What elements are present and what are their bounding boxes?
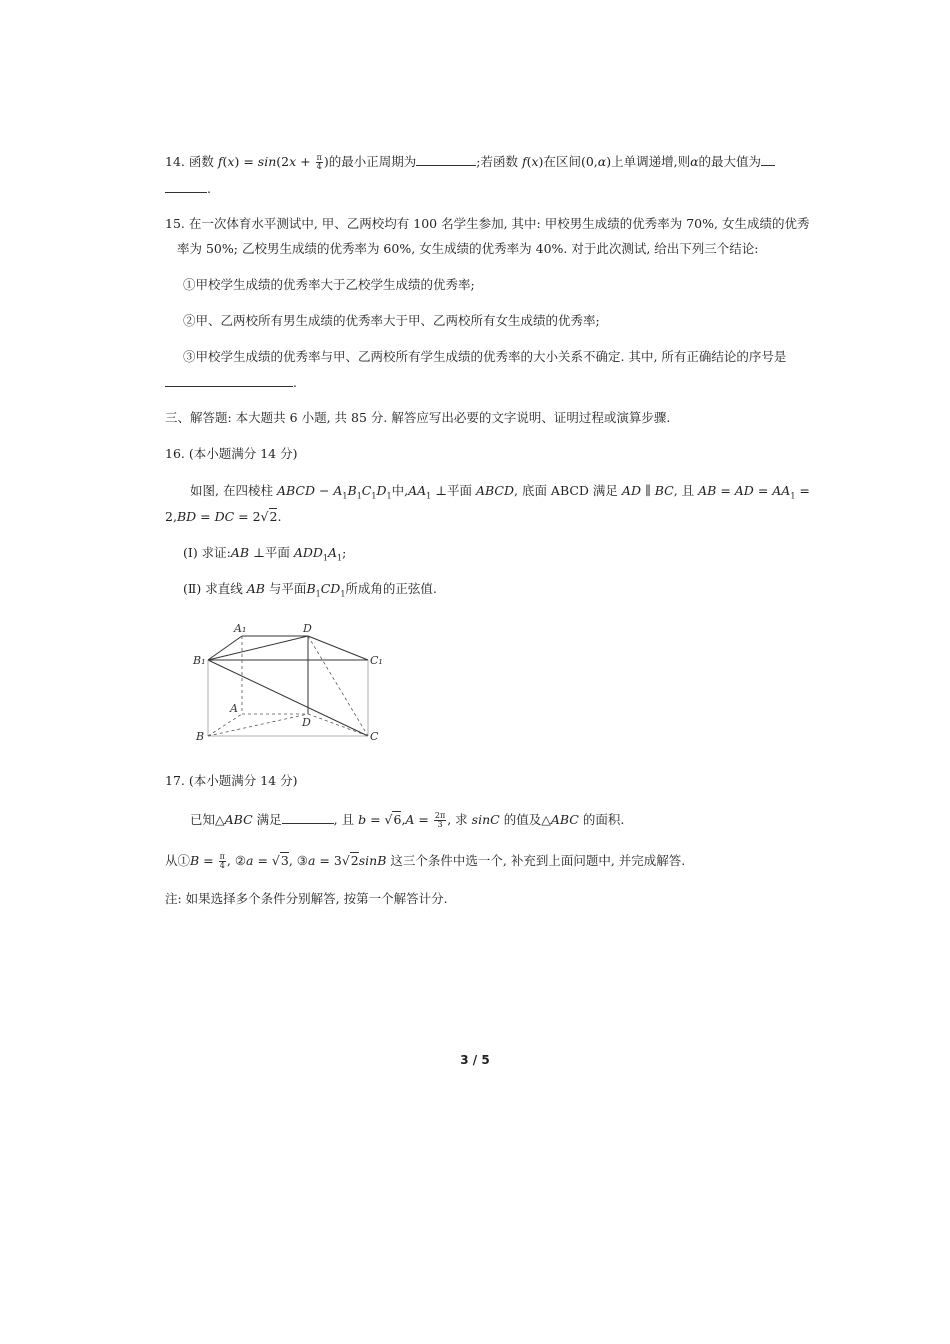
page-number: 3 / 5 (460, 1053, 490, 1067)
q15-item3: ③甲校学生成绩的优秀率与甲、乙两校所有学生成绩的优秀率的大小关系不确定. 其中, 所有正确结论的序号是 (183, 349, 787, 364)
q15-item1: ①甲校学生成绩的优秀率大于乙校学生成绩的优秀率; (183, 277, 475, 292)
q14-text: 上单调递增,则 (611, 154, 691, 169)
q14-function: f (217, 154, 223, 169)
q17-text: , 且 (333, 812, 355, 827)
q16-text: 与平面 (268, 581, 307, 596)
section-3-heading: 三、解答题: 本大题共 6 小题, 共 85 分. 解答应写出必要的文字说明、证明过程或演算步骤. (165, 410, 671, 425)
q17-text: 从① (165, 853, 191, 868)
edge-b1-c (208, 660, 368, 736)
q17-fraction-b: $\frac{\pi}{4}$ (219, 852, 225, 870)
q15-answer-line: . (165, 374, 297, 391)
q17-line1: 已知△ABC 满足 , 且 b = √6,A = $\frac{2\pi}{3}$ , 求 sinC 的值及△ABC 的面积. (190, 811, 625, 829)
q14-text: 函数 (188, 154, 214, 169)
q17-text: 满足 (256, 812, 282, 827)
q14-blank-1 (416, 153, 476, 166)
q14-text: 的最小正周期为 (328, 154, 417, 169)
q14-text: 的最大值为 (698, 154, 762, 169)
label-d: D (302, 716, 311, 729)
q17-text: 这三个条件中选一个, 补充到上面问题中, 并完成解答. (390, 853, 686, 868)
q17-text: , ③ (288, 853, 308, 868)
q15-blank (165, 374, 293, 387)
q14-blank-2 (761, 153, 775, 166)
q16-text: ⊥平面 (253, 545, 290, 560)
q16-intro-line1: 如图, 在四棱柱 ABCD − $A_1B_1C_1D_1$中$,AA_1$ ⊥平面 ABCD, 底面 ABCD 满足 AD ∥ BC, 且 AB = AD = $AA_1$ = (190, 483, 810, 501)
q15-line2: 率为 50%; 乙校男生成绩的优秀率为 60%, 女生成绩的优秀率为 40%. 对于此次测试, 给出下列三个结论: (177, 241, 759, 256)
q14-line1: 14. 函数 f(x) = sin(2x + $\frac{\pi}{4}$ )的最小正周期为 ;若函数 f(x)在区间(0,α)上单调递增,则α的最大值为 (165, 153, 775, 171)
q17-text: 的值及△ (503, 812, 551, 827)
q16-part1-label: (Ⅰ) 求证: (183, 545, 231, 560)
q16-part2: (Ⅱ) 求直线 AB 与平面$B_1CD_1$所成角的正弦值. (183, 581, 437, 599)
q16-text: 中, (391, 483, 409, 498)
label-b: B (196, 730, 205, 743)
q14-number: 14. (165, 154, 185, 169)
q14-blank-2-cont (165, 180, 207, 193)
label-d1: D (303, 622, 312, 635)
label-c: C (370, 730, 379, 743)
q16-text: 所成角的正弦值. (345, 581, 437, 596)
q16-text: , 底面 ABCD 满足 (514, 483, 618, 498)
q16-text: ⊥平面 (435, 483, 472, 498)
q15-line1: 15. 在一次体育水平测试中, 甲、乙两校均有 100 名学生参加, 其中: 甲校男生成绩的优秀率为 70%, 女生成绩的优秀 (165, 216, 810, 231)
q17-fraction: $\frac{2\pi}{3}$ (434, 811, 446, 829)
prism-figure (190, 618, 390, 748)
q17-choose: 从①B = $\frac{\pi}{4}$ , ②a = √3, ③a = 3√2sinB 这三个条件中选一个, 补充到上面问题中, 并完成解答. (165, 852, 686, 870)
edge-b-a (208, 714, 242, 736)
q16-part1: (Ⅰ) 求证:AB ⊥平面 $ADD_1A_1$; (183, 545, 347, 563)
q17-note: 注: 如果选择多个条件分别解答, 按第一个解答计分. (165, 891, 448, 906)
q17-header: 17. (本小题满分 14 分) (165, 773, 298, 788)
label-a: A (230, 702, 238, 715)
q16-text: 如图, 在四棱柱 (190, 483, 273, 498)
q14-fraction: $\frac{\pi}{4}$ (316, 153, 322, 171)
edge-b-d (208, 714, 308, 736)
q14-line2: . (165, 180, 211, 197)
label-b1: B₁ (193, 654, 206, 667)
q17-text: 已知△ (190, 812, 225, 827)
q16-part2-label: (Ⅱ) 求直线 (183, 581, 243, 596)
q16-intro-line2: 2,BD = DC = 2√2. (165, 509, 282, 524)
q14-text: 在区间 (543, 154, 581, 169)
edge-d-c (308, 714, 368, 736)
edge-d1-c1 (308, 636, 368, 660)
q16-header: 16. (本小题满分 14 分) (165, 446, 298, 461)
q15-item2: ②甲、乙两校所有男生成绩的优秀率大于甲、乙两校所有女生成绩的优秀率; (183, 313, 600, 328)
q17-text: 的面积. (582, 812, 625, 827)
q16-text: , 且 (673, 483, 695, 498)
q17-blank (282, 811, 334, 824)
q17-text: , ② (226, 853, 247, 868)
label-c1: C₁ (370, 654, 383, 667)
q17-text: , 求 (447, 812, 468, 827)
edge-d1-c (308, 636, 368, 736)
q14-text: ;若函数 (476, 154, 518, 169)
edge-b1-d1 (208, 636, 308, 660)
label-a1: A₁ (234, 622, 247, 635)
